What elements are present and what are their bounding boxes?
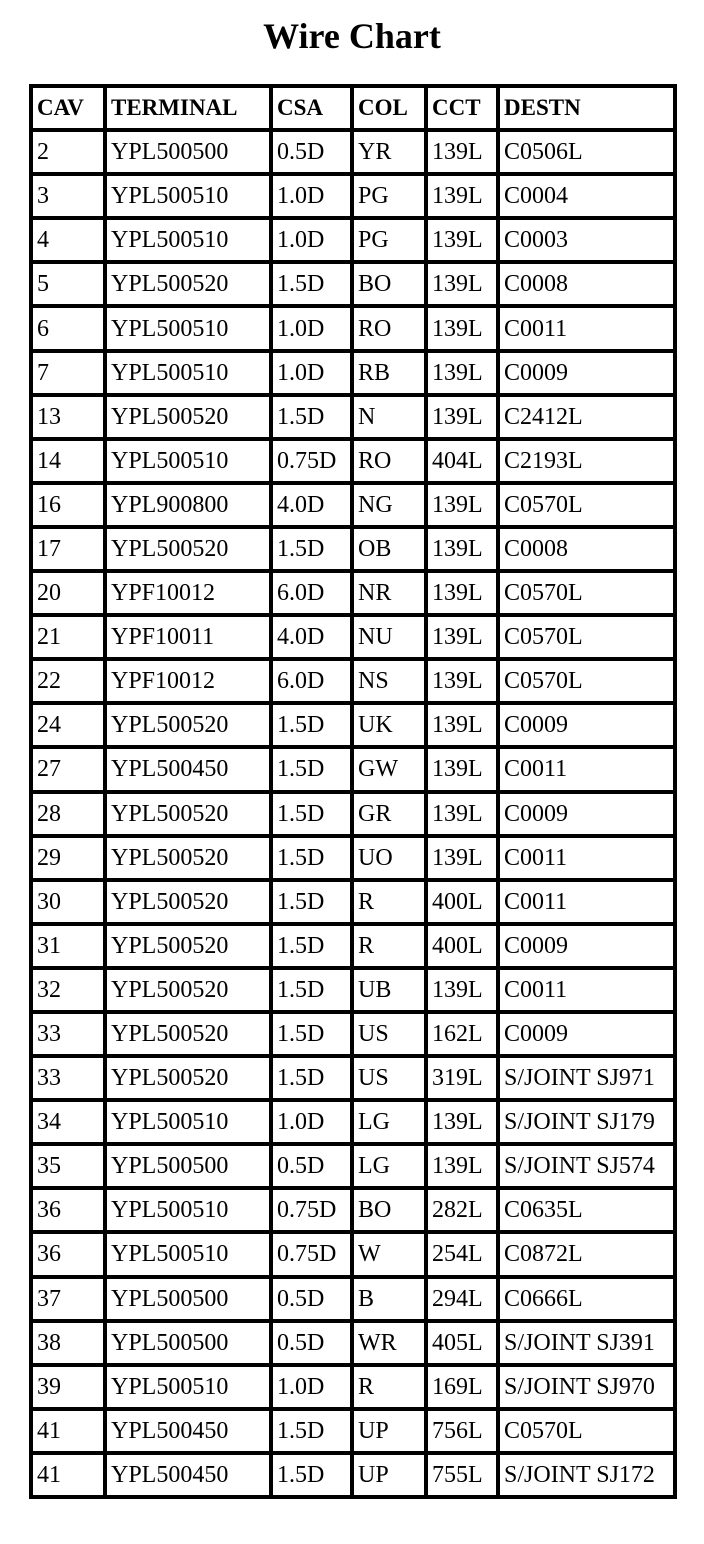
wire-chart-table [29,84,677,1499]
cct-cell: 139L [428,970,496,1010]
csa-cell: 1.5D [273,397,350,437]
cav-cell: 20 [33,573,103,613]
terminal-cell: YPL500520 [107,838,269,878]
destn-cell: C0666L [500,1279,673,1319]
terminal-cell: YPL500520 [107,1014,269,1054]
destn-cell: C0506L [500,132,673,172]
column-header-destn: DESTN [500,88,673,128]
csa-cell: 4.0D [273,617,350,657]
terminal-cell: YPL500510 [107,176,269,216]
destn-cell: C2412L [500,397,673,437]
col-cell: LG [354,1102,424,1142]
col-cell: WR [354,1323,424,1363]
destn-cell: C0570L [500,661,673,701]
csa-cell: 1.5D [273,882,350,922]
column-header-cct: CCT [428,88,496,128]
col-cell: US [354,1058,424,1098]
col-cell: OB [354,529,424,569]
destn-cell: C0570L [500,1411,673,1451]
destn-cell: C0009 [500,794,673,834]
cav-cell: 36 [33,1190,103,1230]
csa-cell: 1.5D [273,749,350,789]
col-cell: RB [354,353,424,393]
cct-cell: 405L [428,1323,496,1363]
table-row [33,1102,673,1142]
cav-cell: 17 [33,529,103,569]
csa-cell: 1.0D [273,176,350,216]
table-row [33,264,673,304]
csa-cell: 0.5D [273,1323,350,1363]
col-cell: UB [354,970,424,1010]
cct-cell: 755L [428,1455,496,1495]
cct-cell: 139L [428,749,496,789]
table-row [33,794,673,834]
table-row [33,661,673,701]
col-cell: NU [354,617,424,657]
col-cell: YR [354,132,424,172]
terminal-cell: YPL500450 [107,749,269,789]
header-row [33,88,673,128]
cct-cell: 162L [428,1014,496,1054]
col-cell: RO [354,308,424,348]
table-row [33,882,673,922]
terminal-cell: YPL500520 [107,970,269,1010]
cav-cell: 37 [33,1279,103,1319]
cav-cell: 31 [33,926,103,966]
destn-cell: C0011 [500,882,673,922]
csa-cell: 1.5D [273,1411,350,1451]
cav-cell: 35 [33,1146,103,1186]
table-row [33,1455,673,1495]
cav-cell: 14 [33,441,103,481]
csa-cell: 1.0D [273,1367,350,1407]
destn-cell: S/JOINT SJ574 [500,1146,673,1186]
table-row [33,970,673,1010]
csa-cell: 1.5D [273,1014,350,1054]
column-header-cav: CAV [33,88,103,128]
cct-cell: 169L [428,1367,496,1407]
cav-cell: 4 [33,220,103,260]
cav-cell: 41 [33,1411,103,1451]
terminal-cell: YPL500510 [107,1190,269,1230]
cav-cell: 33 [33,1058,103,1098]
csa-cell: 1.5D [273,529,350,569]
cav-cell: 32 [33,970,103,1010]
column-header-terminal: TERMINAL [107,88,269,128]
terminal-cell: YPL500520 [107,264,269,304]
destn-cell: C2193L [500,441,673,481]
col-cell: UP [354,1455,424,1495]
table-row [33,1058,673,1098]
cct-cell: 139L [428,617,496,657]
col-cell: RO [354,441,424,481]
destn-cell: S/JOINT SJ172 [500,1455,673,1495]
csa-cell: 1.5D [273,1058,350,1098]
cav-cell: 22 [33,661,103,701]
cct-cell: 294L [428,1279,496,1319]
cct-cell: 139L [428,573,496,613]
cav-cell: 7 [33,353,103,393]
csa-cell: 0.75D [273,441,350,481]
terminal-cell: YPF10012 [107,573,269,613]
destn-cell: S/JOINT SJ179 [500,1102,673,1142]
cav-cell: 34 [33,1102,103,1142]
cct-cell: 319L [428,1058,496,1098]
csa-cell: 1.5D [273,264,350,304]
cav-cell: 27 [33,749,103,789]
csa-cell: 1.0D [273,220,350,260]
terminal-cell: YPL500510 [107,1367,269,1407]
col-cell: NG [354,485,424,525]
terminal-cell: YPF10012 [107,661,269,701]
destn-cell: C0008 [500,264,673,304]
csa-cell: 1.5D [273,838,350,878]
csa-cell: 1.0D [273,353,350,393]
terminal-cell: YPL500520 [107,705,269,745]
table-row [33,529,673,569]
cct-cell: 139L [428,838,496,878]
destn-cell: C0009 [500,1014,673,1054]
table-row [33,1146,673,1186]
table-row [33,1190,673,1230]
csa-cell: 6.0D [273,661,350,701]
destn-cell: C0011 [500,749,673,789]
col-cell: W [354,1234,424,1274]
table-row [33,308,673,348]
destn-cell: S/JOINT SJ971 [500,1058,673,1098]
csa-cell: 1.5D [273,705,350,745]
col-cell: GW [354,749,424,789]
col-cell: UO [354,838,424,878]
cct-cell: 139L [428,661,496,701]
terminal-cell: YPL500510 [107,353,269,393]
cct-cell: 139L [428,1146,496,1186]
table-row [33,1279,673,1319]
table-row [33,1367,673,1407]
destn-cell: C0570L [500,617,673,657]
csa-cell: 1.5D [273,926,350,966]
csa-cell: 0.75D [273,1234,350,1274]
col-cell: R [354,882,424,922]
table-body [33,132,673,1495]
terminal-cell: YPL500510 [107,1234,269,1274]
destn-cell: C0009 [500,353,673,393]
terminal-cell: YPL500450 [107,1411,269,1451]
col-cell: PG [354,220,424,260]
col-cell: N [354,397,424,437]
cav-cell: 28 [33,794,103,834]
cav-cell: 30 [33,882,103,922]
table-row [33,176,673,216]
terminal-cell: YPL500500 [107,132,269,172]
col-cell: BO [354,264,424,304]
csa-cell: 0.5D [273,1146,350,1186]
cav-cell: 5 [33,264,103,304]
destn-cell: C0009 [500,926,673,966]
col-cell: NR [354,573,424,613]
cct-cell: 400L [428,926,496,966]
terminal-cell: YPL500520 [107,529,269,569]
terminal-cell: YPL500510 [107,441,269,481]
col-cell: PG [354,176,424,216]
table-row [33,749,673,789]
destn-cell: C0635L [500,1190,673,1230]
destn-cell: C0008 [500,529,673,569]
table-row [33,705,673,745]
col-cell: B [354,1279,424,1319]
terminal-cell: YPL500510 [107,220,269,260]
col-cell: GR [354,794,424,834]
destn-cell: C0003 [500,220,673,260]
cav-cell: 13 [33,397,103,437]
terminal-cell: YPF10011 [107,617,269,657]
destn-cell: C0872L [500,1234,673,1274]
destn-cell: C0004 [500,176,673,216]
col-cell: R [354,1367,424,1407]
cav-cell: 16 [33,485,103,525]
cav-cell: 6 [33,308,103,348]
terminal-cell: YPL500520 [107,1058,269,1098]
csa-cell: 1.5D [273,1455,350,1495]
terminal-cell: YPL500450 [107,1455,269,1495]
cav-cell: 38 [33,1323,103,1363]
cct-cell: 139L [428,1102,496,1142]
col-cell: UK [354,705,424,745]
csa-cell: 1.0D [273,1102,350,1142]
cct-cell: 756L [428,1411,496,1451]
cct-cell: 282L [428,1190,496,1230]
csa-cell: 1.5D [273,970,350,1010]
cav-cell: 36 [33,1234,103,1274]
cav-cell: 33 [33,1014,103,1054]
csa-cell: 0.5D [273,1279,350,1319]
destn-cell: C0011 [500,970,673,1010]
terminal-cell: YPL500510 [107,308,269,348]
col-cell: LG [354,1146,424,1186]
destn-cell: S/JOINT SJ970 [500,1367,673,1407]
destn-cell: C0570L [500,573,673,613]
cct-cell: 139L [428,397,496,437]
table-row [33,1014,673,1054]
col-cell: US [354,1014,424,1054]
terminal-cell: YPL500520 [107,397,269,437]
csa-cell: 0.5D [273,132,350,172]
table-row [33,1234,673,1274]
cav-cell: 24 [33,705,103,745]
terminal-cell: YPL900800 [107,485,269,525]
cav-cell: 21 [33,617,103,657]
destn-cell: C0011 [500,308,673,348]
cct-cell: 139L [428,794,496,834]
table-row [33,441,673,481]
table-row [33,397,673,437]
col-cell: NS [354,661,424,701]
cct-cell: 139L [428,264,496,304]
terminal-cell: YPL500520 [107,794,269,834]
cav-cell: 2 [33,132,103,172]
cct-cell: 139L [428,308,496,348]
csa-cell: 4.0D [273,485,350,525]
cav-cell: 39 [33,1367,103,1407]
cct-cell: 139L [428,353,496,393]
page-title: Wire Chart [263,16,441,56]
terminal-cell: YPL500510 [107,1102,269,1142]
cct-cell: 139L [428,705,496,745]
terminal-cell: YPL500500 [107,1146,269,1186]
csa-cell: 1.0D [273,308,350,348]
cct-cell: 139L [428,220,496,260]
col-cell: R [354,926,424,966]
table-row [33,1323,673,1363]
destn-cell: S/JOINT SJ391 [500,1323,673,1363]
table-row [33,220,673,260]
cct-cell: 139L [428,485,496,525]
terminal-cell: YPL500500 [107,1279,269,1319]
csa-cell: 6.0D [273,573,350,613]
csa-cell: 1.5D [273,794,350,834]
col-cell: BO [354,1190,424,1230]
table-row [33,485,673,525]
column-header-csa: CSA [273,88,350,128]
destn-cell: C0570L [500,485,673,525]
cav-cell: 41 [33,1455,103,1495]
cct-cell: 254L [428,1234,496,1274]
col-cell: UP [354,1411,424,1451]
table-row [33,573,673,613]
table-row [33,353,673,393]
cav-cell: 29 [33,838,103,878]
csa-cell: 0.75D [273,1190,350,1230]
destn-cell: C0011 [500,838,673,878]
cct-cell: 139L [428,132,496,172]
cav-cell: 3 [33,176,103,216]
terminal-cell: YPL500500 [107,1323,269,1363]
cct-cell: 139L [428,176,496,216]
table-row [33,838,673,878]
destn-cell: C0009 [500,705,673,745]
terminal-cell: YPL500520 [107,882,269,922]
cct-cell: 139L [428,529,496,569]
table-row [33,132,673,172]
table-row [33,926,673,966]
cct-cell: 400L [428,882,496,922]
column-header-col: COL [354,88,424,128]
terminal-cell: YPL500520 [107,926,269,966]
cct-cell: 404L [428,441,496,481]
table-row [33,1411,673,1451]
table-row [33,617,673,657]
